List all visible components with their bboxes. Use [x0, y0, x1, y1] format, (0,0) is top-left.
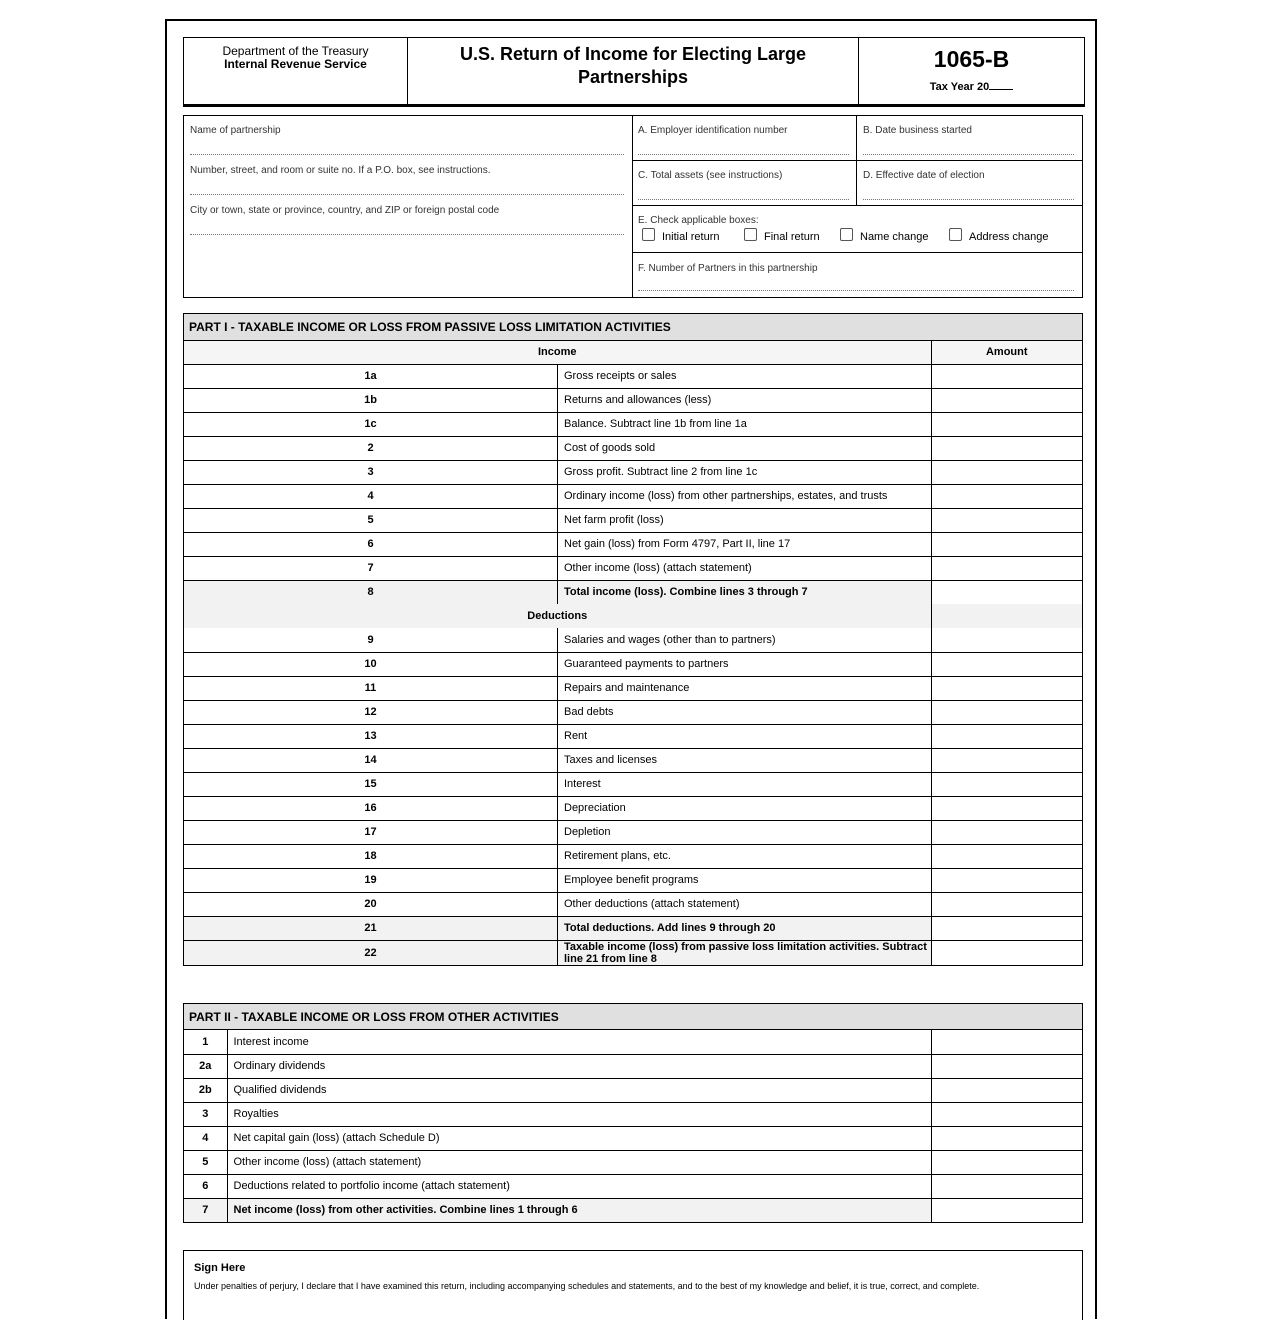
date-started-cell	[857, 116, 1082, 161]
table-row	[184, 844, 1082, 868]
deduction-amount-field[interactable]	[931, 700, 1082, 724]
line-description: Bad debts	[558, 700, 932, 724]
table-row	[184, 940, 1082, 965]
address-change-option[interactable]	[949, 230, 1049, 243]
line-description: Salaries and wages (other than to partners)	[558, 628, 932, 652]
table-row	[184, 868, 1082, 892]
tax-year-field[interactable]	[989, 80, 1013, 90]
table-row	[184, 724, 1082, 748]
line-number: 20	[184, 892, 558, 916]
table-row	[184, 1078, 1082, 1102]
address-change-checkbox[interactable]	[949, 228, 962, 241]
line-number: 10	[184, 652, 558, 676]
line-number: 2	[184, 436, 558, 460]
table-row	[184, 1174, 1082, 1198]
table-row	[184, 916, 1082, 940]
other-activity-amount-field[interactable]	[931, 1102, 1082, 1126]
tax-year-label: Tax Year 20	[929, 81, 990, 93]
deduction-amount-field[interactable]	[931, 844, 1082, 868]
part1-section	[183, 313, 1083, 966]
line-number: 6	[184, 532, 558, 556]
line-number: 5	[184, 1150, 227, 1174]
line-description: Returns and allowances (less)	[558, 388, 932, 412]
line-description: Employee benefit programs	[558, 868, 932, 892]
name-field[interactable]	[190, 154, 624, 155]
other-activity-amount-field[interactable]	[931, 1150, 1082, 1174]
income-amount-field[interactable]	[931, 532, 1082, 556]
other-activity-amount-field[interactable]	[931, 1054, 1082, 1078]
line-description: Royalties	[227, 1102, 931, 1126]
table-row	[184, 388, 1082, 412]
table-row	[184, 412, 1082, 436]
line-description: Other income (loss) (attach statement)	[558, 556, 932, 580]
line-number: 12	[184, 700, 558, 724]
income-amount-field[interactable]	[931, 556, 1082, 580]
form-header	[183, 37, 1085, 107]
line-description: Total income (loss). Combine lines 3 through 7	[558, 580, 932, 604]
line-description: Cost of goods sold	[558, 436, 932, 460]
deduction-amount-field[interactable]	[931, 940, 1082, 965]
other-activity-amount-field[interactable]	[931, 1030, 1082, 1054]
line-description: Net farm profit (loss)	[558, 508, 932, 532]
election-date-cell	[857, 161, 1082, 206]
city-label: City or town, state or province, country, and ZIP or foreign postal code	[190, 205, 500, 216]
line-number: 14	[184, 748, 558, 772]
line-description: Depreciation	[558, 796, 932, 820]
line-number: 1c	[184, 412, 558, 436]
line-description: Balance. Subtract line 1b from line 1a	[558, 412, 932, 436]
line-description: Other deductions (attach statement)	[558, 892, 932, 916]
income-amount-field[interactable]	[931, 484, 1082, 508]
table-row	[184, 532, 1082, 556]
table-row	[184, 676, 1082, 700]
address-change-label: Address change	[969, 230, 1049, 243]
ein-cell	[632, 116, 857, 161]
ein-field[interactable]	[638, 154, 849, 155]
line-description: Net gain (loss) from Form 4797, Part II, line 17	[558, 532, 932, 556]
table-row	[184, 772, 1082, 796]
income-column-header: Income	[184, 341, 931, 364]
line-number: 17	[184, 820, 558, 844]
final-return-checkbox[interactable]	[744, 228, 757, 241]
line-description: Taxes and licenses	[558, 748, 932, 772]
deduction-amount-field[interactable]	[931, 796, 1082, 820]
line-number: 2a	[184, 1054, 227, 1078]
line-number: 1b	[184, 388, 558, 412]
table-row	[184, 628, 1082, 652]
applicable-boxes-label: E. Check applicable boxes:	[638, 215, 759, 226]
table-row	[184, 796, 1082, 820]
line-description: Ordinary dividends	[227, 1054, 931, 1078]
irs-name: Internal Revenue Service	[224, 57, 367, 71]
final-return-option[interactable]	[744, 230, 840, 243]
deduction-amount-field[interactable]	[931, 676, 1082, 700]
initial-return-checkbox[interactable]	[642, 228, 655, 241]
line-number: 22	[184, 940, 558, 965]
line-description: Interest income	[227, 1030, 931, 1054]
election-date-label: D. Effective date of election	[863, 170, 985, 181]
signature-section	[183, 1250, 1083, 1320]
final-return-label: Final return	[764, 230, 820, 243]
tax-year	[859, 80, 1084, 93]
street-field[interactable]	[190, 194, 624, 195]
line-description: Gross receipts or sales	[558, 364, 932, 388]
deduction-amount-field[interactable]	[931, 820, 1082, 844]
name-change-checkbox[interactable]	[840, 228, 853, 241]
line-description: Net capital gain (loss) (attach Schedule D)	[227, 1126, 931, 1150]
line-number: 4	[184, 484, 558, 508]
deduction-amount-field[interactable]	[931, 772, 1082, 796]
part2-table	[184, 1030, 1082, 1222]
applicable-boxes-cell	[632, 206, 1082, 253]
table-row	[184, 748, 1082, 772]
line-description: Depletion	[558, 820, 932, 844]
table-row	[184, 892, 1082, 916]
partners-count-cell	[632, 253, 1082, 297]
line-description: Net income (loss) from other activities. Combine lines 1 through 6	[227, 1198, 931, 1222]
date-started-field[interactable]	[863, 154, 1074, 155]
line-description: Ordinary income (loss) from other partnerships, estates, and trusts	[558, 484, 932, 508]
income-amount-field[interactable]	[931, 580, 1082, 604]
table-row	[184, 484, 1082, 508]
table-row	[184, 1150, 1082, 1174]
form-title-line2: Partnerships	[577, 67, 689, 87]
agency-block	[184, 38, 408, 104]
partners-count-label: F. Number of Partners in this partnership	[638, 263, 818, 274]
table-row	[184, 1126, 1082, 1150]
form-title-line1: U.S. Return of Income for Electing Large	[459, 44, 807, 64]
total-assets-field[interactable]	[638, 199, 849, 200]
line-description: Taxable income (loss) from passive loss limitation activities. Subtract line 21 from line 8	[558, 940, 932, 965]
income-amount-field[interactable]	[931, 388, 1082, 412]
line-number: 8	[184, 580, 558, 604]
table-row	[184, 436, 1082, 460]
line-number: 3	[184, 460, 558, 484]
table-row	[184, 1102, 1082, 1126]
line-description: Qualified dividends	[227, 1078, 931, 1102]
table-row	[184, 580, 1082, 604]
line-description: Other income (loss) (attach statement)	[227, 1150, 931, 1174]
total-assets-label: C. Total assets (see instructions)	[638, 170, 783, 181]
deduction-amount-field[interactable]	[931, 916, 1082, 940]
line-description: Retirement plans, etc.	[558, 844, 932, 868]
date-started-label: B. Date business started	[863, 125, 972, 136]
part2-section	[183, 1003, 1083, 1223]
line-description: Repairs and maintenance	[558, 676, 932, 700]
income-amount-field[interactable]	[931, 508, 1082, 532]
line-number: 7	[184, 1198, 227, 1222]
line-number: 15	[184, 772, 558, 796]
line-description: Total deductions. Add lines 9 through 20	[558, 916, 932, 940]
table-row	[184, 364, 1082, 388]
table-row	[184, 1030, 1082, 1054]
table-row	[184, 1054, 1082, 1078]
deduction-amount-field[interactable]	[931, 628, 1082, 652]
table-row	[184, 820, 1082, 844]
election-date-field[interactable]	[863, 199, 1074, 200]
table-row	[184, 508, 1082, 532]
income-amount-field[interactable]	[931, 364, 1082, 388]
perjury-declaration: Under penalties of perjury, I declare that I have examined this return, including accompanying schedules and statements, and to the best of my knowledge and belief, it is true, correct, and complete.	[194, 1281, 980, 1291]
deduction-amount-field[interactable]	[931, 724, 1082, 748]
other-activity-amount-field[interactable]	[931, 1126, 1082, 1150]
street-label: Number, street, and room or suite no. If a P.O. box, see instructions.	[190, 165, 491, 176]
initial-return-label: Initial return	[662, 230, 720, 243]
table-row	[184, 1198, 1082, 1222]
ein-label: A. Employer identification number	[638, 125, 788, 136]
name-label: Name of partnership	[190, 125, 281, 136]
part1-table	[184, 341, 1082, 965]
line-number: 1	[184, 1030, 227, 1054]
line-number: 16	[184, 796, 558, 820]
form-number: 1065-B	[933, 46, 1010, 72]
amount-column-header: Amount	[931, 341, 1082, 364]
income-amount-field[interactable]	[931, 460, 1082, 484]
table-row	[184, 652, 1082, 676]
name-change-label: Name change	[860, 230, 929, 243]
other-activity-amount-field[interactable]	[931, 1078, 1082, 1102]
line-number: 2b	[184, 1078, 227, 1102]
line-description: Interest	[558, 772, 932, 796]
line-number: 21	[184, 916, 558, 940]
table-row	[184, 556, 1082, 580]
partnership-address-block	[184, 116, 633, 297]
line-description: Gross profit. Subtract line 2 from line 1c	[558, 460, 932, 484]
line-number: 3	[184, 1102, 227, 1126]
name-change-option[interactable]	[840, 230, 949, 243]
other-activity-amount-field[interactable]	[931, 1198, 1082, 1222]
part1-title: PART I - TAXABLE INCOME OR LOSS FROM PASSIVE LOSS LIMITATION ACTIVITIES	[184, 314, 1082, 341]
line-number: 4	[184, 1126, 227, 1150]
line-number: 7	[184, 556, 558, 580]
deduction-amount-field[interactable]	[931, 868, 1082, 892]
line-number: 19	[184, 868, 558, 892]
line-description: Rent	[558, 724, 932, 748]
line-number: 5	[184, 508, 558, 532]
line-number: 13	[184, 724, 558, 748]
deductions-amount-blank	[931, 604, 1082, 628]
other-activity-amount-field[interactable]	[931, 1174, 1082, 1198]
dept-name: Department of the Treasury	[222, 44, 369, 58]
line-description: Deductions related to portfolio income (attach statement)	[227, 1174, 931, 1198]
partnership-info	[183, 115, 1083, 298]
table-row	[184, 700, 1082, 724]
initial-return-option[interactable]	[642, 230, 744, 243]
income-amount-field[interactable]	[931, 412, 1082, 436]
total-assets-cell	[632, 161, 857, 206]
deduction-amount-field[interactable]	[931, 652, 1082, 676]
line-number: 9	[184, 628, 558, 652]
part2-title: PART II - TAXABLE INCOME OR LOSS FROM OTHER ACTIVITIES	[184, 1004, 1082, 1030]
partners-count-field[interactable]	[638, 290, 1074, 291]
form-title	[408, 38, 859, 104]
line-number: 18	[184, 844, 558, 868]
form-id-block	[859, 38, 1084, 104]
form-page	[165, 19, 1097, 1319]
income-amount-field[interactable]	[931, 436, 1082, 460]
city-field[interactable]	[190, 234, 624, 235]
sign-here-title: Sign Here	[194, 1262, 246, 1274]
deduction-amount-field[interactable]	[931, 748, 1082, 772]
deduction-amount-field[interactable]	[931, 892, 1082, 916]
line-description: Guaranteed payments to partners	[558, 652, 932, 676]
checkbox-group	[642, 230, 1049, 243]
line-number: 11	[184, 676, 558, 700]
line-number: 1a	[184, 364, 558, 388]
line-number: 6	[184, 1174, 227, 1198]
table-row	[184, 460, 1082, 484]
deductions-header: Deductions	[184, 604, 931, 628]
